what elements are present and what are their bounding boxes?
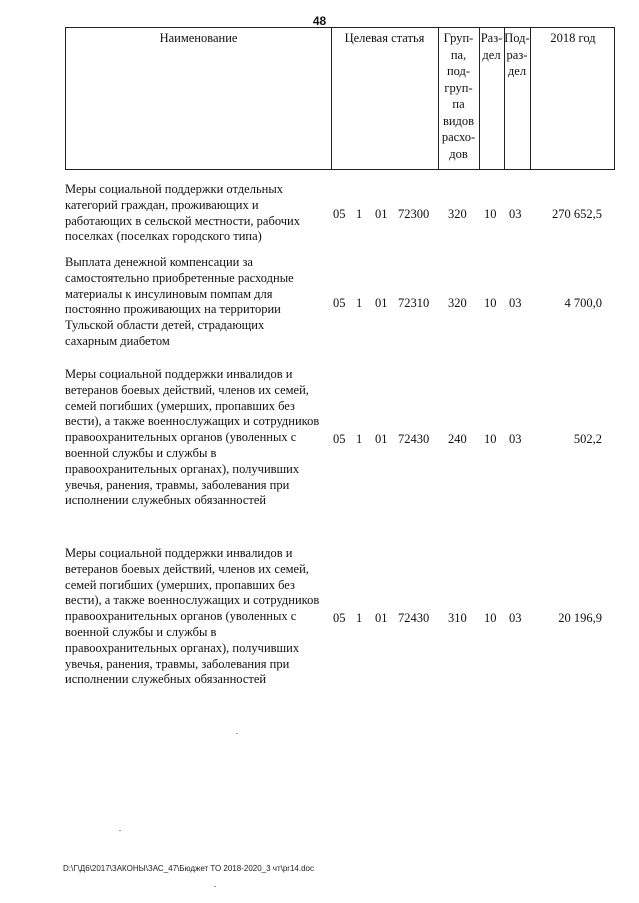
row-name: Меры социальной поддержки инвалидов и ветеранов боевых действий, членов их семей, семей погибших (умерших, пропавших без вести), а также военнослужащих и сотрудников правоохранительных органов (уволенных с военной службы и службы в правоохранительных органах), получивших увечья, ранения, травмы, заболевания при исполнении служебных обязанностей <box>65 546 320 687</box>
scan-speck <box>119 830 121 831</box>
cell-amount: 4 700,0 <box>564 296 602 310</box>
code-subprogram: 1 <box>356 611 363 625</box>
cell-section: 10 <box>484 432 497 446</box>
cell-subsection: 03 <box>509 432 522 446</box>
header-name: Наименование <box>159 31 238 45</box>
page-number: 48 <box>312 14 327 28</box>
header-group: Груп- па, под- груп- па видов расхо- дов <box>441 31 476 161</box>
code-subprogram: 1 <box>356 296 363 310</box>
code-subprogram: 1 <box>356 207 363 221</box>
cell-amount: 20 196,9 <box>558 611 602 625</box>
file-path-footer: D:\Г\Д6\2017\ЗАКОНЫ\ЗАС_47\Бюджет ТО 2018-2020_3 чт\pr14.doc <box>63 864 314 873</box>
row-name: Меры социальной поддержки отдельных категорий граждан, проживающих и работающих в сельской местности, рабочих поселках (поселках городского типа) <box>65 182 300 244</box>
code-direction: 72430 <box>398 432 430 446</box>
cell-amount: 270 652,5 <box>552 207 602 221</box>
table-header <box>65 27 615 170</box>
header-subsection: Под- раз- дел <box>504 31 530 78</box>
scan-speck <box>214 886 216 887</box>
code-event: 01 <box>375 296 388 310</box>
code-direction: 72310 <box>398 296 430 310</box>
column-divider <box>530 28 531 169</box>
code-event: 01 <box>375 611 388 625</box>
cell-group: 240 <box>448 432 467 446</box>
code-program: 05 <box>333 296 346 310</box>
row-name: Выплата денежной компенсации за самостоятельно приобретенные расходные материалы к инсулиновым помпам для постоянно проживающих на территории Тульской области детей, страдающих сахарным диабетом <box>65 255 294 348</box>
cell-subsection: 03 <box>509 207 522 221</box>
code-program: 05 <box>333 611 346 625</box>
code-event: 01 <box>375 432 388 446</box>
cell-group: 320 <box>448 207 467 221</box>
code-direction: 72430 <box>398 611 430 625</box>
cell-group: 320 <box>448 296 467 310</box>
code-program: 05 <box>333 207 346 221</box>
header-year: 2018 год <box>550 31 596 45</box>
cell-section: 10 <box>484 296 497 310</box>
header-section: Раз- дел <box>480 31 503 62</box>
cell-section: 10 <box>484 611 497 625</box>
code-direction: 72300 <box>398 207 430 221</box>
scan-speck <box>236 733 238 734</box>
code-program: 05 <box>333 432 346 446</box>
code-subprogram: 1 <box>356 432 363 446</box>
header-target: Целевая статья <box>344 31 425 45</box>
code-event: 01 <box>375 207 388 221</box>
cell-group: 310 <box>448 611 467 625</box>
row-name: Меры социальной поддержки инвалидов и ветеранов боевых действий, членов их семей, семей погибших (умерших, пропавших без вести), а также военнослужащих и сотрудников правоохранительных органов (уволенных с военной службы и службы в правоохранительных органах), получивших увечья, ранения, травмы, заболевания при исполнении служебных обязанностей <box>65 367 320 508</box>
column-divider <box>331 28 332 169</box>
cell-section: 10 <box>484 207 497 221</box>
cell-subsection: 03 <box>509 296 522 310</box>
cell-amount: 502,2 <box>573 432 602 446</box>
cell-subsection: 03 <box>509 611 522 625</box>
